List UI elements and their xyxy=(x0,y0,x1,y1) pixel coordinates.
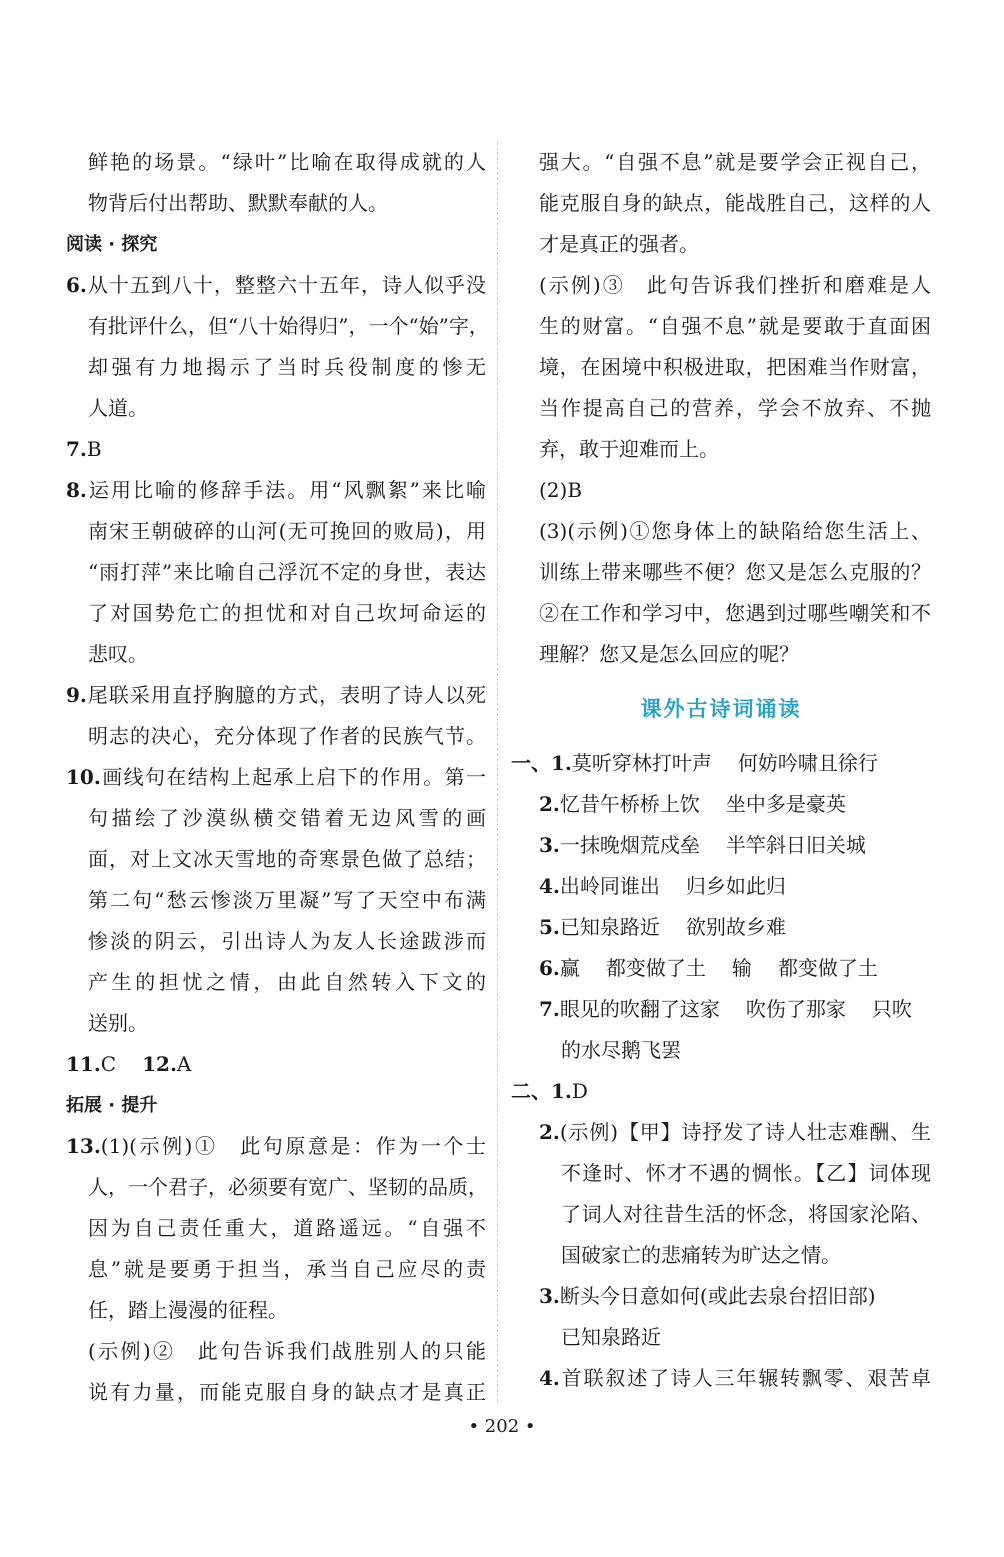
part-prefix: 二、 xyxy=(511,1079,551,1103)
answer: C xyxy=(100,1052,117,1076)
part-1-question-6 xyxy=(511,948,931,989)
column-divider xyxy=(497,142,498,1402)
part-1-question-4 xyxy=(511,866,931,907)
text-line: 鲜艳的场景。“绿叶”比喻在取得成就的人 xyxy=(88,150,486,174)
text-line: 弃，敢于迎难而上。 xyxy=(539,437,719,461)
answer: 坐中多是豪英 xyxy=(725,792,846,816)
question-number: 11. xyxy=(66,1052,101,1076)
question-6 xyxy=(66,265,486,306)
question-number: 1. xyxy=(551,751,572,775)
right-column xyxy=(511,142,931,1399)
answer: 只吹 xyxy=(871,997,912,1021)
text-line: “雨打萍”来比喻自己浮沉不定的身世，表达 xyxy=(88,560,486,584)
text-line: 送别。 xyxy=(88,1011,148,1035)
section-heading-extend: 拓展 · 提升 xyxy=(66,1095,158,1116)
text-line: 运用比喻的修辞手法。用“风飘絮”来比喻 xyxy=(86,478,486,502)
question-number: 8. xyxy=(66,478,87,502)
left-column xyxy=(66,142,489,1413)
question-number: 1. xyxy=(551,1079,572,1103)
text-line: 尾联采用直抒胸臆的方式，表明了诗人以死 xyxy=(86,683,486,707)
answer: B xyxy=(86,437,102,461)
text-line: 人道。 xyxy=(88,396,148,420)
question-number: 3. xyxy=(539,833,560,857)
question-10 xyxy=(66,757,486,798)
text-line: 南宋王朝破碎的山河(无可挽回的败局)，用 xyxy=(88,519,486,543)
answer: D xyxy=(571,1079,588,1103)
answer: 忆昔午桥桥上饮 xyxy=(559,792,700,816)
part-2-question-1 xyxy=(511,1071,931,1112)
answer: 吹伤了那家 xyxy=(745,997,846,1021)
answer: 输 xyxy=(731,956,752,980)
question-number: 12. xyxy=(142,1052,177,1076)
answer: 半竿斜日旧关城 xyxy=(725,833,866,857)
answer: 都变做了土 xyxy=(605,956,706,980)
text-line: 国破家亡的悲痛转为旷达之情。 xyxy=(561,1243,841,1267)
text-line: 说有力量，而能克服自身的缺点才是真正 xyxy=(88,1380,486,1404)
text-line: 却强有力地揭示了当时兵役制度的惨无 xyxy=(88,355,486,379)
part-2-question-4 xyxy=(511,1358,931,1399)
part-prefix: 一、 xyxy=(511,751,551,775)
question-number: 3. xyxy=(539,1284,560,1308)
part-1-question-5 xyxy=(511,907,931,948)
text-line: 不逢时、怀才不遇的惆怅。【乙】词体现 xyxy=(561,1161,931,1185)
question-7 xyxy=(66,429,486,470)
text-line: 断头今日意如何(或此去泉台招旧部) xyxy=(559,1284,876,1308)
answer: 归乡如此归 xyxy=(685,874,786,898)
text-line: 已知泉路近 xyxy=(561,1325,661,1349)
text-line: 产生的担忧之情，由此自然转入下文的 xyxy=(88,970,486,994)
answer: 出岭同谁出 xyxy=(559,874,660,898)
text-line: (示例)【甲】诗抒发了诗人壮志难酬、生 xyxy=(559,1120,931,1144)
answer: 欲别故乡难 xyxy=(685,915,786,939)
text-line: (2)B xyxy=(539,478,583,502)
text-line: 惨淡的阴云，引出诗人为友人长途跋涉而 xyxy=(88,929,486,953)
text-line: 了对国势危亡的担忧和对自己坎坷命运的 xyxy=(88,601,486,625)
text-line: 句描绘了沙漠纵横交错着无边风雪的画 xyxy=(88,806,486,830)
text-line: 才是真正的强者。 xyxy=(539,232,699,256)
question-number: 10. xyxy=(66,765,101,789)
text-line: 从十五到八十，整整六十五年，诗人似乎没 xyxy=(86,273,486,297)
question-number: 7. xyxy=(539,997,560,1021)
question-number: 9. xyxy=(66,683,87,707)
answer: 何妨吟啸且徐行 xyxy=(737,751,878,775)
answer: 眼见的吹翻了这家 xyxy=(559,997,720,1021)
part-1-question-2 xyxy=(511,784,931,825)
question-number: 2. xyxy=(539,1120,560,1144)
text-line: 生的财富。“自强不息”就是要敢于直面困 xyxy=(539,314,931,338)
section-heading-read: 阅读 · 探究 xyxy=(66,234,158,255)
answer: 一抹晚烟荒戍垒 xyxy=(559,833,700,857)
section-title: 课外古诗词诵读 xyxy=(640,697,802,721)
text-line: 首联叙述了诗人三年辗转飘零、艰苦卓 xyxy=(559,1366,931,1390)
text-line: 当作提高自己的营养，学会不放弃、不抛 xyxy=(539,396,931,420)
text-line: 理解？您又是怎么回应的呢？ xyxy=(539,642,799,666)
question-number: 6. xyxy=(539,956,560,980)
answer: 已知泉路近 xyxy=(559,915,660,939)
answer: 赢 xyxy=(559,956,580,980)
part-2-question-3 xyxy=(511,1276,931,1317)
part-1-question-7 xyxy=(511,989,931,1030)
part-2-question-2 xyxy=(511,1112,931,1153)
text-line: 能克服自身的缺点，能战胜自己，这样的人 xyxy=(539,191,931,215)
text-line: 任，踏上漫漫的征程。 xyxy=(88,1298,288,1322)
question-9 xyxy=(66,675,486,716)
text-line: 面，对上文冰天雪地的奇寒景色做了总结； xyxy=(88,847,486,871)
text-line: 悲叹。 xyxy=(88,642,148,666)
text-line: 的水尽鹅飞罢 xyxy=(561,1038,681,1062)
text-line: (3)(示例)①您身体上的缺陷给您生活上、 xyxy=(539,519,931,543)
question-13 xyxy=(66,1126,486,1167)
text-line: 境，在困境中积极进取，把困难当作财富， xyxy=(539,355,931,379)
text-line: (示例)② 此句告诉我们战胜别人的只能 xyxy=(88,1339,486,1363)
text-line: 因为自己责任重大，道路遥远。“自强不 xyxy=(88,1216,486,1240)
text-line: ②在工作和学习中，您遇到过哪些嘲笑和不 xyxy=(539,601,931,625)
answer: 莫听穿林打叶声 xyxy=(571,751,712,775)
question-number: 2. xyxy=(539,792,560,816)
text-line: (示例)③ 此句告诉我们挫折和磨难是人 xyxy=(539,273,931,297)
text-line: 物背后付出帮助、默默奉献的人。 xyxy=(88,191,388,215)
question-number: 4. xyxy=(539,1366,560,1390)
question-number: 13. xyxy=(66,1134,101,1158)
page-number: • 202 • xyxy=(468,1416,536,1437)
answer: 都变做了土 xyxy=(777,956,878,980)
question-number: 4. xyxy=(539,874,560,898)
question-8 xyxy=(66,470,486,511)
part-1-question-1 xyxy=(511,743,931,784)
question-number: 5. xyxy=(539,915,560,939)
question-number: 7. xyxy=(66,437,87,461)
text-line: 有批评什么，但“八十始得归”，一个“始”字， xyxy=(88,314,489,338)
text-line: 明志的决心，充分体现了作者的民族气节。 xyxy=(88,724,486,748)
question-number: 6. xyxy=(66,273,87,297)
text-line: 了词人对往昔生活的怀念，将国家沦陷、 xyxy=(561,1202,931,1226)
part-1-question-3 xyxy=(511,825,931,866)
text-line: 强大。“自强不息”就是要学会正视自己， xyxy=(539,150,931,174)
text-line: 息”就是要勇于担当，承当自己应尽的责 xyxy=(88,1257,486,1281)
answer: A xyxy=(176,1052,192,1076)
text-line: 训练上带来哪些不便？您又是怎么克服的？ xyxy=(539,560,931,584)
text-line: 第二句“愁云惨淡万里凝”写了天空中布满 xyxy=(88,888,486,912)
text-line: 画线句在结构上起承上启下的作用。第一 xyxy=(100,765,486,789)
question-11-12 xyxy=(66,1044,486,1085)
text-line: 人，一个君子，必须要有宽广、坚韧的品质， xyxy=(88,1175,488,1199)
text-line: (1)(示例)① 此句原意是：作为一个士 xyxy=(100,1134,486,1158)
